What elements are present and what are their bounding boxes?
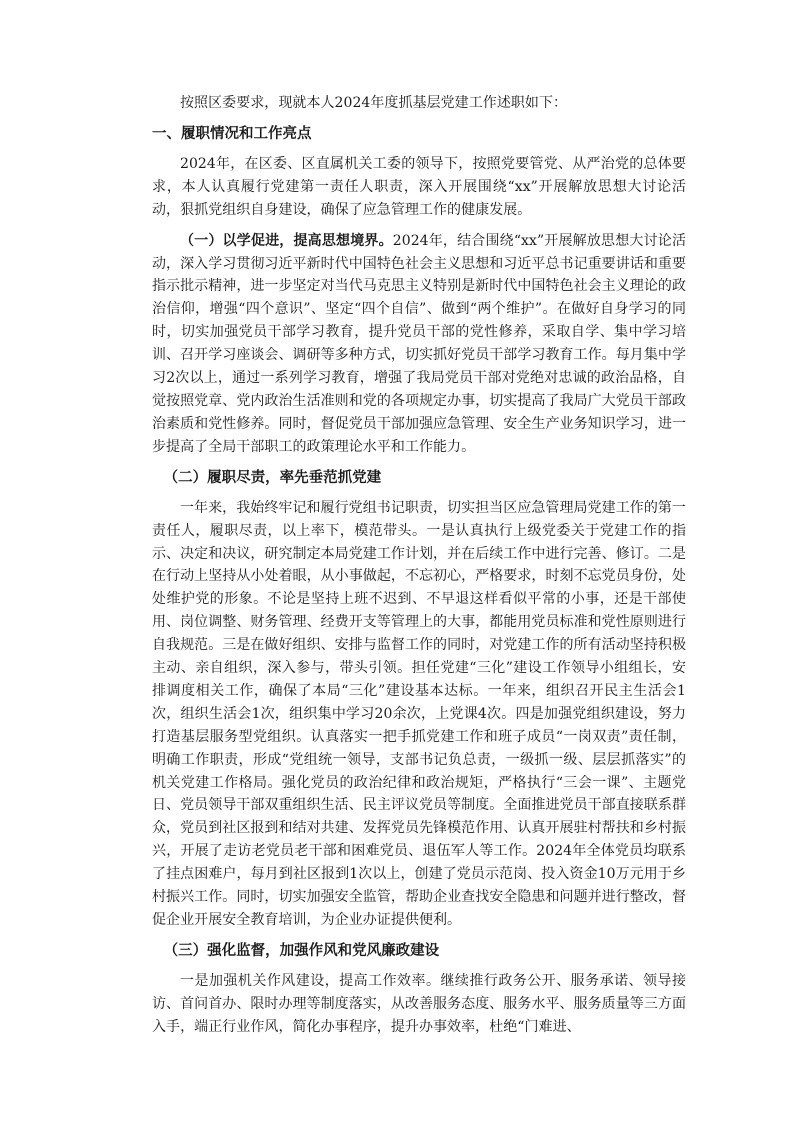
subsection-supervision-heading: （三）强化监督，加强作风和党风廉政建设 (163, 942, 440, 959)
subsection-study-body: 2024年，结合围绕“xx”开展解放思想大讨论活动，深入学习贯彻习近平新时代中国特色社会主义思想和习近平总书记重要讲话和重要指示批示精神，进一步坚定对当代马克思主义特别是新时代中国特色社会主义理论的政治信仰，增强“四个意识”、坚定“四个自信”、做到“两个维护”。在做好自身学习的同时，切实加强党员干部学习教育，提升党员干部的党性修养，采取自学、集中学习培训、召开学习座谈会、调研等多种方式，切实抓好党员干部学习教育工作。每月集中学习2次以上，通过一系列学习教育，增强了我局党员干部对党绝对忠诚的政治品格，自觉按照党章、党内政治生活准则和党的各项规定办事，切实提高了我局广大党员干部政治素质和党性修养。同时，督促党员干部加强应急管理、安全生产业务知识学习，进一步提高了全局干部职工的政策理论水平和工作能力。 (152, 232, 687, 455)
subsection-duty-paragraph: 一年来，我始终牢记和履行党组书记职责，切实担当区应急管理局党建工作的第一责任人，履职尽责，以上率下，模范带头。一是认真执行上级党委关于党建工作的指示、决定和决议，研究制定本局党建工作计划，并在后续工作中进行完善、修订。二是在行动上坚持从小处着眼，从小事做起，不忘初心，严格要求，时刻不忘党员身份，处处维护党的形象。不论是坚持上班不迟到、不早退这样看似平常的小事，还是干部使用、岗位调整、财务管理、经费开支等管理上的大事，都能用党员标准和党性原则进行自我规范。三是在做好组织、安排与监督工作的同时，对党建工作的所有活动坚持积极主动、亲自组织，深入参与，带头引领。担任党建“三化”建设工作领导小组组长，安排调度相关工作，确保了本局“三化”建设基本达标。一年来，组织召开民主生活会1次，组织生活会1次，组织集中学习20余次，上党课4次。四是加强党组织建设，努力打造基层服务型党组织。认真落实一把手抓党建工作和班子成员“一岗双责”责任制，明确工作职责，形成“党组统一领导，支部书记负总责，一级抓一级、层层抓落实”的机关党建工作格局。强化党员的政治纪律和政治规矩，严格执行“三会一课”、主题党日、党员领导干部双重组织生活、民主评议党员等制度。全面推进党员干部直接联系群众，党员到社区报到和结对共建、发挥党员先锋模范作用、认真开展驻村帮扶和乡村振兴，开展了走访老党员老干部和困难党员、退伍军人等工作。2024年全体党员均联系了挂点困难户，每月到社区报到1次以上，创建了党员示范岗、投入资金10万元用于乡村振兴工作。同时，切实加强安全监管，帮助企业查找安全隐患和问题并进行整改，督促企业开展安全教育培训，为企业办证提供便利。 (152, 499, 686, 928)
subsection-study-lead: （一）以学促进，提高思想境界。 (180, 232, 393, 249)
document-page (152, 92, 686, 1047)
section-heading: 一、履职情况和工作亮点 (152, 125, 312, 142)
section-summary-paragraph: 2024年，在区委、区直属机关工委的领导下，按照党要管党、从严治党的总体要求，本人认真履行党建第一责任人职责，深入开展围绕“xx”开展解放思想大讨论活动，狠抓党组织自身建设，确保了应急管理工作的健康发展。 (152, 155, 686, 218)
subsection-study-paragraph (152, 230, 686, 459)
intro-paragraph: 按照区委要求，现就本人2024年度抓基层党建工作述职如下： (180, 95, 568, 111)
subsection-supervision-paragraph: 一是加强机关作风建设，提高工作效率。继续推行政务公开、服务承诺、领导接访、首问首办、限时办理等制度落实，从改善服务态度、服务水平、服务质量等三方面入手，端正行业作风，简化办事程序，提升办事效率，杜绝“门难进、 (152, 972, 686, 1035)
subsection-duty-heading: （二）履职尽责，率先垂范抓党建 (163, 469, 382, 486)
